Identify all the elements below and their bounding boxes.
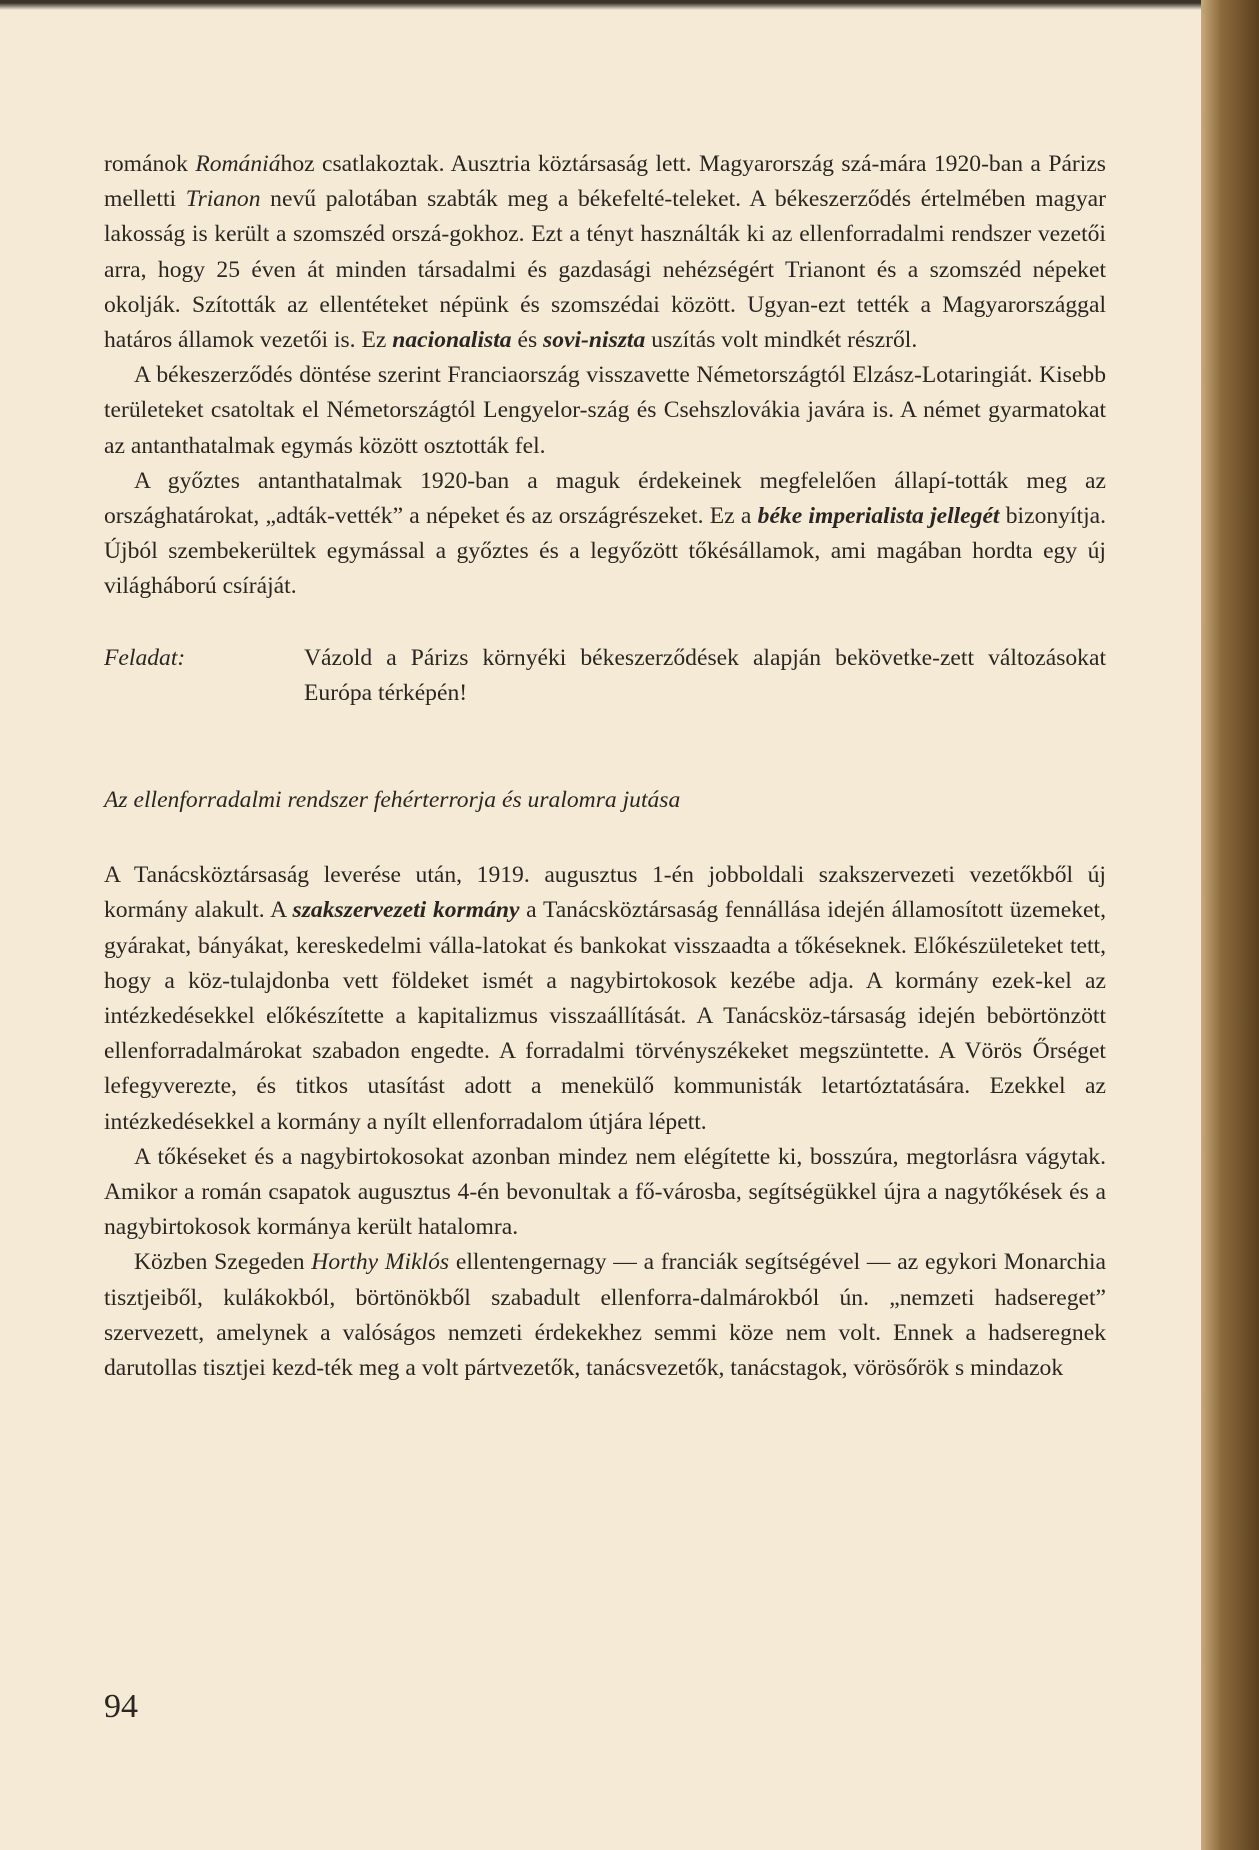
section-paragraph-3: Közben Szegeden Horthy Miklós ellentengernagy — a franciák segítségével — az egykori Monarchia tisztjeiből, kulákokból, börtönökből szabadult ellenforra-dalmárokból ún. „nemzeti hadsereget” szervezett, amelynek a valóságos nemzeti érdekekhez semmi köze nem volt. Ennek a hadseregnek darutollas tisztjei kezd-ték meg a volt pártvezetők, tanácsvezetők, tanácstagok, vörösőrök s mindazok: [104, 1249, 1106, 1382]
term-sovinszta: sovi-niszta: [543, 327, 646, 354]
book-spine: [1201, 0, 1259, 1850]
paragraph-3: A győztes antanthatalmak 1920-ban a maguk érdekeinek megfelelően állapí-tották meg az országhatárokat, „adták-vették” a népeket és az országrészeket. Ez a béke imperialista jellegét bizonyítja. Újból szembekerültek egymással a győztes és a legyőzött tőkésállamok, ami magában hordta egy új világháború csíráját.: [104, 467, 1106, 600]
section-paragraph-2: A tőkéseket és a nagybirtokosokat azonban mindez nem elégítette ki, bosszúra, megtorlásra vágytak. Amikor a román csapatok augusztus 4-én bevonultak a fő-városba, segítségükkel újra a nagytőkések és a nagybirtokosok kormánya került hatalomra.: [104, 1143, 1106, 1241]
section-title: Az ellenforradalmi rendszer fehérterrorja és uralomra jutása: [104, 787, 681, 814]
term-imperialista: béke imperialista jellegét: [757, 503, 1000, 530]
task-label: Feladat:: [104, 644, 186, 671]
paragraph-1: románok Romániához csatlakoztak. Ausztria köztársaság lett. Magyarország szá-mára 1920-ban a Párizs melletti Trianon nevű palotában szabták meg a békefelté-teleket. A békeszerződés értelmében magyar lakosság is került a szomszéd orszá-gokhoz. Ezt a tényt használták ki az ellenforradalmi rendszer vezetői arra, hogy 25 éven át minden társadalmi és gazdasági nehézségért Trianont és a szomszéd népeket okolják. Szították az ellentéteket népünk és szomszédai között. Ugyan-ezt tették a Magyarországgal határos államok vezetői is. Ez nacionalista és sovi-niszta uszítás volt mindkét részről.: [104, 151, 1106, 354]
section-paragraph-1: A Tanácsköztársaság leverése után, 1919. augusztus 1-én jobboldali szakszervezeti vezetőkből új kormány alakult. A szakszervezeti kormány a Tanácsköztársaság fennállása idején államosított üzemeket, gyárakat, bányákat, kereskedelmi válla-latokat és bankokat visszaadta a tőkéseknek. Előkészületeket tett, hogy a köz-tulajdonba vett földeket ismét a nagybirtokosok kezébe adja. A kormány ezek-kel az intézkedésekkel előkészítette a kapitalizmus visszaállítását. A Tanácsköz-társaság idején bebörtönzött ellenforradalmárokat szabadon engedte. A forradalmi törvényszékeket megszüntette. A Vörös Őrséget lefegyverezte, és titkos utasítást adott a menekülő kommunisták letartóztatására. Ezekkel az intézkedésekkel a kormány a nyílt ellenforradalom útjára lépett.: [104, 862, 1106, 1135]
page-content: [104, 147, 1106, 1386]
term-horthy: Horthy Miklós: [311, 1249, 450, 1276]
term-romania: Romániá: [195, 151, 281, 177]
page-number: 94: [104, 1688, 138, 1725]
paragraph-2: A békeszerződés döntése szerint Franciaország visszavette Németországtól Elzász-Lotaringiát. Kisebb területeket csatoltak el Németországtól Lengyelor-szág és Csehszlovákia javára is. A német gyarmatokat az antanthatalmak egymás között osztották fel.: [104, 362, 1106, 459]
task-text: Vázold a Párizs környéki békeszerződések alapján bekövetke-zett változásokat Európa térképén!: [304, 644, 1106, 706]
term-trianon: Trianon: [185, 186, 261, 213]
task-block: [104, 641, 1106, 711]
term-nacionalista: nacionalista: [392, 327, 512, 354]
term-szakszervezeti-kormany: szakszervezeti kormány: [292, 897, 520, 924]
section-body: [104, 858, 1106, 1386]
top-edge-shadow: [0, 0, 1201, 10]
